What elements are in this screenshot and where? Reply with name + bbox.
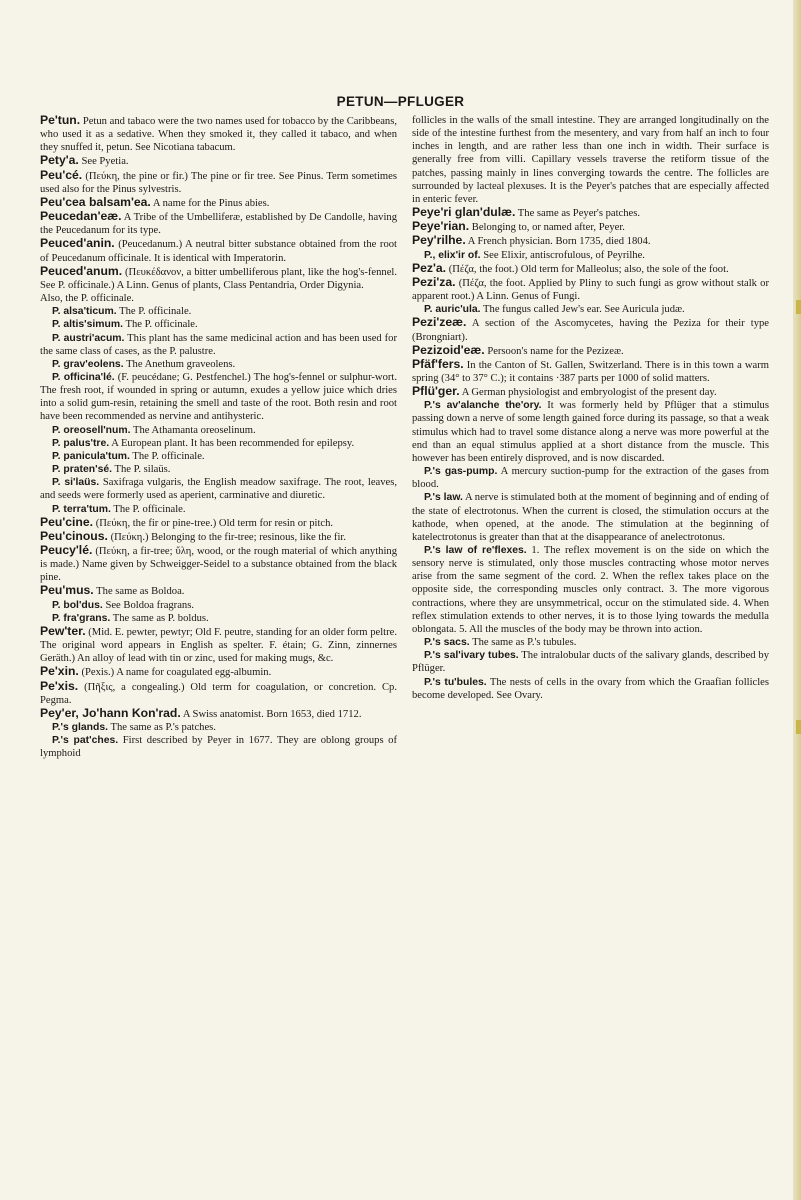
dictionary-entry: [40, 680, 397, 707]
entry-headword: P.'s gas-pump.: [424, 466, 498, 478]
entry-definition: A mercury suction-pump for the extraction of the gases from blood.: [412, 466, 769, 491]
entry-headword: P. palus'tre.: [52, 437, 110, 449]
entry-definition: First described by Peyer in 1677. They are oblong groups of lymphoid: [40, 735, 397, 760]
dictionary-entry: [412, 344, 769, 358]
entry-headword: Pey'rilhe.: [412, 233, 466, 248]
entry-definition: The nests of cells in the ovary from which the Graafian follicles become developed. See Ovary.: [412, 676, 769, 701]
entry-definition: The same as Peyer's patches.: [517, 208, 641, 220]
entry-definition: A name for the Pinus abies.: [152, 197, 270, 209]
dictionary-entry: [412, 316, 769, 343]
dictionary-entry: [412, 491, 769, 544]
entry-headword: Pflü'ger.: [412, 384, 460, 399]
entry-headword: P.'s law.: [424, 492, 463, 504]
entry-headword: Peye'rian.: [412, 219, 470, 234]
entry-headword: Pe'xis.: [40, 678, 79, 693]
left-column: [40, 114, 397, 761]
entry-headword: Pezi'zeæ.: [412, 315, 467, 330]
dictionary-entry: [412, 399, 769, 465]
dictionary-entry: [40, 237, 397, 264]
entry-definition: (Πευκέδανον, a bitter umbelliferous plant, like the hog's-fennel. See P. officinale.) A Linn. Genus of plants, Class Pentandria, Order Digynia.: [40, 266, 397, 291]
entry-headword: P.'s sacs.: [424, 637, 470, 649]
entry-definition: Also, the P. officinale.: [40, 293, 134, 305]
dictionary-entry: [40, 196, 397, 210]
dictionary-entry: [412, 234, 769, 248]
dictionary-entry: [412, 206, 769, 220]
dictionary-entry: [40, 544, 397, 584]
entry-definition: Persoon's name for the Pezizeæ.: [487, 345, 624, 357]
entry-definition: A European plant. It has been recommended for epilepsy.: [111, 437, 355, 449]
entry-headword: P.'s glands.: [52, 722, 108, 734]
entry-headword: P.'s sal'ivary tubes.: [424, 650, 519, 662]
entry-headword: P. oreosell'num.: [52, 424, 131, 436]
dictionary-entry: [40, 358, 397, 371]
entry-headword: P. officina'lé.: [52, 371, 115, 383]
entry-headword: Peu'mus.: [40, 583, 94, 598]
entry-headword: P.'s av'alanche the'ory.: [424, 400, 542, 412]
entry-definition: (F. peucédane; G. Pestfenchel.) The hog's-fennel or sulphur-wort. The fresh root, if wounded in spring or autumn, exudes a yellow juice which dries into a solid gum-resin, retaining the smell and taste of the root. Both resin and root have been recommended as nervine and antihysteric.: [40, 371, 397, 423]
entry-definition: The P. officinale.: [113, 503, 186, 515]
entry-definition: (Πεύκη.) Belonging to the fir-tree; resinous, like the fir.: [110, 531, 346, 543]
dictionary-entry: [40, 625, 397, 665]
dictionary-entry: [412, 358, 769, 385]
entry-definition: The same as Boldoa.: [96, 586, 185, 598]
entry-definition: The same as P. boldus.: [112, 612, 209, 624]
entry-headword: Pez'a.: [412, 260, 447, 275]
entry-definition: (Πέζα, the foot. Applied by Pliny to such fungi as grow without stalk or apparent root.) A Linn. Genus of Fungi.: [412, 277, 769, 303]
dictionary-entry: [412, 276, 769, 303]
dictionary-entry: [40, 265, 397, 292]
dictionary-entry: [40, 707, 397, 721]
entry-definition: The Anethum graveolens.: [126, 358, 236, 370]
entry-headword: Pey'er, Jo'hann Kon'rad.: [40, 705, 181, 720]
entry-headword: Pew'ter.: [40, 623, 86, 638]
thumb-index-mark: [796, 300, 801, 314]
page-edge-tab: [793, 0, 801, 1200]
entry-definition: The Athamanta oreoselinum.: [132, 424, 256, 436]
entry-headword: P. terra'tum.: [52, 503, 111, 515]
entry-headword: P. bol'dus.: [52, 599, 103, 611]
dictionary-entry: [40, 599, 397, 612]
entry-definition: See Boldoa fragrans.: [105, 599, 194, 611]
dictionary-entry: [40, 665, 397, 679]
entry-headword: P. panicula'tum.: [52, 450, 130, 462]
entry-definition: A German physiologist and embryologist of the present day.: [461, 387, 717, 399]
dictionary-entry: [40, 734, 397, 760]
entry-definition: The same as P.'s tubules.: [472, 637, 577, 649]
entry-headword: P.'s tu'bules.: [424, 676, 487, 688]
dictionary-entry: [40, 584, 397, 598]
dictionary-entry: [40, 503, 397, 516]
entry-headword: Pe'xin.: [40, 664, 79, 679]
entry-headword: Peu'cé.: [40, 167, 83, 182]
entry-headword: Pezizoid'eæ.: [412, 342, 485, 357]
entry-definition: (Pexis.) A name for coagulated egg-albumin.: [81, 667, 272, 679]
dictionary-entry: [412, 636, 769, 649]
entry-definition: See Pyetia.: [81, 156, 129, 168]
thumb-index-mark: [796, 720, 801, 734]
entry-definition: The same as P.'s patches.: [110, 722, 216, 734]
entry-definition: (Peucedanum.) A neutral bitter substance obtained from the root of Peucedanum officinale. It is identical with Imperatorin.: [40, 239, 397, 264]
dictionary-entry: [40, 210, 397, 237]
dictionary-entry: [40, 318, 397, 331]
dictionary-entry: [40, 424, 397, 437]
dictionary-entry: [40, 114, 397, 154]
entry-headword: Pety'a.: [40, 153, 79, 168]
entry-headword: P. altis'simum.: [52, 319, 124, 331]
entry-headword: Peu'cea balsam'ea.: [40, 194, 151, 209]
entry-headword: P. fra'grans.: [52, 612, 111, 624]
dictionary-entry: [40, 721, 397, 734]
entry-definition: The P. officinale.: [132, 450, 205, 462]
entry-definition: A section of the Ascomycetes, having the Peziza for their type (Brongniart).: [412, 318, 769, 343]
dictionary-entry: [412, 262, 769, 276]
entry-headword: Peucy'lé.: [40, 543, 93, 557]
entry-definition: A French physician. Born 1735, died 1804.: [467, 236, 651, 248]
dictionary-entry: [40, 154, 397, 168]
entry-headword: Peye'ri glan'dulæ.: [412, 205, 516, 220]
dictionary-entry: [412, 385, 769, 399]
entry-definition: This plant has the same medicinal action and has been used for the same class of cases, as the P. palustre.: [40, 332, 397, 357]
page-running-header: PETUN—PFLUGER: [336, 94, 465, 109]
entry-headword: Peu'cine.: [40, 514, 94, 529]
entry-headword: Peucedan'eæ.: [40, 209, 122, 224]
dictionary-entry: [40, 371, 397, 424]
dictionary-entry: [412, 544, 769, 636]
entry-definition: Saxifraga vulgaris, the English meadow saxifrage. The root, leaves, and seeds were formerly used as aperient, carminative and diuretic.: [40, 477, 397, 502]
dictionary-entry: [40, 476, 397, 502]
entry-headword: Pezi'za.: [412, 274, 456, 289]
dictionary-entry: [40, 169, 397, 196]
entry-definition: It was formerly held by Pflüger that a stimulus passing down a nerve of some length gained force during its passage, so that a weak stimulus which had to travel some distance along a nerve was more powerful at the end than an equal stimulus applied at a short distance from the muscle. This however has been entirely disproved, and is now discarded.: [412, 400, 769, 464]
right-column: [412, 114, 769, 702]
entry-headword: P. grav'eolens.: [52, 358, 124, 370]
dictionary-entry: [40, 437, 397, 450]
entry-definition: follicles in the walls of the small intestine. They are arranged longitudinally on the side of the intestine furthest from the mesentery, and vary from half an inch to four inches in length, and are rather less than one inch in width. Their surface is generally free from villi. Capillary vessels traverse the retiform tissue of the patches, passing mainly in lines converging towards the centre. The follicles are surrounded by lacteal plexuses. It is the Peyer's patches that are especially affected in enteric fever.: [412, 115, 769, 205]
entry-definition: (Πεύκη, the fir or pine-tree.) Old term for resin or pitch.: [95, 517, 334, 529]
dictionary-entry: [40, 305, 397, 318]
dictionary-entry: [412, 676, 769, 702]
entry-headword: P., elix'ir of.: [424, 249, 481, 261]
dictionary-entry: [40, 516, 397, 530]
dictionary-entry: [40, 530, 397, 544]
entry-definition: The P. silaüs.: [114, 464, 171, 476]
entry-definition: Petun and tabaco were the two names used for tobacco by the Caribbeans, who used it as a sedative. When they smoked it, they called it tabaco, and when they snuffed it, petun. See Nicotiana tabacum.: [40, 116, 397, 154]
dictionary-entry: [40, 463, 397, 476]
dictionary-entry: [40, 332, 397, 358]
entry-definition: In the Canton of St. Gallen, Switzerland. There is in this town a warm spring (34° to 37° C.); it contains ·387 parts per 1000 of solid matters.: [412, 359, 769, 384]
entry-headword: P.'s pat'ches.: [52, 735, 119, 747]
entry-definition: The intralobular ducts of the salivary glands, described by Pflüger.: [412, 650, 769, 675]
entry-definition: A Swiss anatomist. Born 1653, died 1712.: [182, 708, 362, 720]
entry-definition: The P. officinale.: [125, 319, 198, 331]
entry-headword: P.'s law of re'flexes.: [424, 545, 527, 556]
entry-headword: Peu'cinous.: [40, 528, 108, 543]
entry-definition: The P. officinale.: [119, 306, 192, 318]
entry-headword: Pe'tun.: [40, 113, 81, 127]
entry-definition: 1. The reflex movement is on the side on which the sensory nerve is stimulated, only those muscles contracting whose motor nerves arise from the same segment of the cord. 2. When the reflex takes place on the opposite side, the corresponding muscles only contract. 3. The more vigorous contractions, where they are unsymmetrical, occur on the stimulated side. 4. When reflex stimulation extends to other nerves, it is to those lying towards the medulla oblongata. 5. All the muscles of the body may be thrown into action.: [412, 545, 769, 635]
entry-headword: Peuced'anin.: [40, 236, 115, 251]
dictionary-entry: [412, 249, 769, 262]
entry-definition: The fungus called Jew's ear. See Auricula judæ.: [483, 304, 685, 316]
entry-definition: See Elixir, antiscrofulous, of Peyrilhe.: [483, 249, 645, 261]
dictionary-entry: [40, 292, 397, 305]
entry-headword: Pfäf'fers.: [412, 356, 464, 371]
entry-definition: A nerve is stimulated both at the moment of beginning and of ending of the state of electrotonus. When the current is closed, the stimulation occurs at the kathode, when opened, at the anode. The stimulation at the beginning of katelectrotonus is greater than that at the disappearance of anelectrotonus.: [412, 492, 769, 543]
dictionary-entry: [412, 114, 769, 206]
entry-definition: (Πῆξις, a congealing.) Old term for coagulation, or concretion. Cp. Pegma.: [40, 681, 397, 706]
dictionary-entry: [40, 450, 397, 463]
dictionary-entry: [40, 612, 397, 625]
entry-headword: P. praten'sé.: [52, 464, 113, 476]
entry-definition: Belonging to, or named after, Peyer.: [471, 222, 625, 234]
dictionary-entry: [412, 220, 769, 234]
entry-headword: P. austri'acum.: [52, 332, 125, 344]
entry-headword: P. auric'ula.: [424, 304, 481, 316]
entry-definition: (Πεύκη, the pine or fir.) The pine or fir tree. See Pinus. Term sometimes used also for the Pinus sylvestris.: [40, 170, 397, 195]
dictionary-entry: [412, 465, 769, 491]
entry-definition: (Πέζα, the foot.) Old term for Malleolus; also, the sole of the foot.: [448, 263, 729, 275]
entry-headword: Peuced'anum.: [40, 263, 123, 278]
entry-definition: (Πεύκη, a fir-tree; ὕλη, wood, or the rough material of which anything is made.) Name given by Schweigger-Seidel to a substance obtained from the black pine.: [40, 546, 397, 584]
entry-headword: P. alsa'ticum.: [52, 306, 117, 318]
entry-definition: A Tribe of the Umbelliferæ, established by De Candolle, having the Peucedanum for its type.: [40, 212, 397, 237]
entry-definition: (Mid. E. pewter, pewtyr; Old F. peutre, standing for an older form peltre. The original word appears in English as spelter. F. étain; G. Zinn, zinnernes Geräth.) An alloy of lead with tin or zinc, used for making mugs, &c.: [40, 626, 398, 665]
dictionary-entry: [412, 649, 769, 675]
entry-headword: P. si'laüs.: [52, 477, 100, 489]
